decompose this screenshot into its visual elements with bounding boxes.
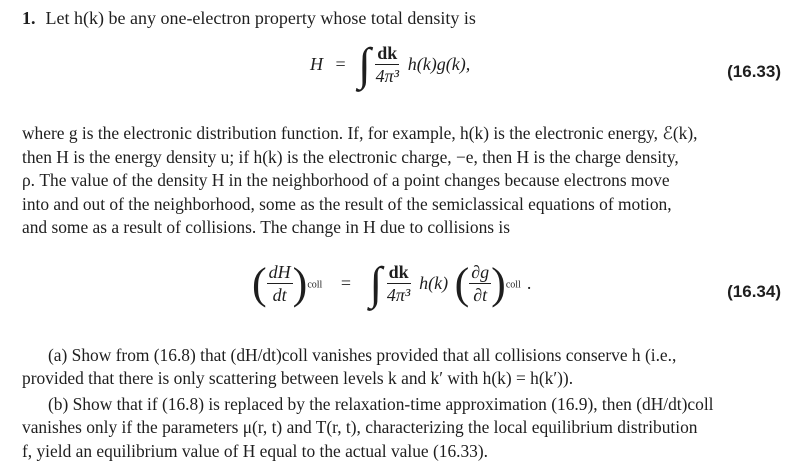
eq2-lhs-denominator: dt <box>272 285 287 305</box>
part-b <box>48 393 782 417</box>
problem-intro: Let h(k) be any one-electron property whose total density is <box>45 8 476 28</box>
eq1-numerator: dk <box>377 43 398 63</box>
eq2-rhs-fraction <box>469 261 491 306</box>
integral-sign: ∫ <box>369 257 383 309</box>
eq2-fraction <box>387 261 411 306</box>
problem-number: 1. <box>22 8 36 28</box>
equation-label-16-34: (16.34) <box>727 282 781 301</box>
left-paren: ( <box>252 259 267 308</box>
part-b-line: vanishes only if the parameters μ(r, t) and T(r, t), characterizing the local equilibrium distribution <box>22 417 698 437</box>
paragraph-line: where g is the electronic distribution function. If, for example, h(k) is the electronic energy, ℰ(k), <box>22 123 698 143</box>
part-a <box>48 344 782 368</box>
paragraph-line: ρ. The value of the density H in the neighborhood of a point changes because electrons move <box>22 170 670 190</box>
part-a-line: (a) Show from (16.8) that (dH/dt)coll vanishes provided that all collisions conserve h (i.e., <box>48 345 677 365</box>
eq1-equals: = <box>335 54 346 74</box>
eq2-lhs-numerator: dH <box>268 262 291 282</box>
eq2-h: h(k) <box>419 273 449 293</box>
eq2-numerator: dk <box>388 262 409 282</box>
equation-16-33 <box>310 38 471 90</box>
right-paren: ) <box>292 259 308 308</box>
paragraph-line: into and out of the neighborhood, some as the result of the semiclassical equations of motion, <box>22 193 672 214</box>
integral-sign: ∫ <box>358 38 371 90</box>
eq2-rhs-subscript: coll <box>505 279 521 291</box>
eq2-tail: . <box>526 273 532 293</box>
part-a-line: provided that there is only scattering between levels k and k′ with h(k) = h(k′)). <box>22 368 574 388</box>
paragraph-line: then H is the energy density u; if h(k) is the electronic charge, −e, then H is the charge density, <box>22 146 679 167</box>
part-b-line: f, yield an equilibrium value of H equal to the actual value (16.33). <box>22 440 489 461</box>
eq2-denominator: 4π³ <box>386 285 411 305</box>
eq2-lhs-subscript: coll <box>307 279 323 291</box>
right-paren: ) <box>491 259 506 308</box>
body-paragraph <box>22 122 782 240</box>
eq2-rhs-denominator: ∂t <box>473 285 488 305</box>
equation-16-34 <box>252 258 531 309</box>
eq2-rhs-numerator: ∂g <box>471 262 490 282</box>
eq1-denominator: 4π³ <box>375 66 399 86</box>
part-b-continued <box>22 416 782 463</box>
eq2-lhs-fraction <box>267 261 293 306</box>
eq1-integrand: h(k)g(k), <box>407 54 471 74</box>
part-b-line: (b) Show that if (16.8) is replaced by the relaxation-time approximation (16.9), then (dH/dt)coll <box>48 394 714 414</box>
problem-intro-line <box>22 8 476 28</box>
eq1-lhs: H <box>310 54 323 74</box>
paragraph-line: and some as a result of collisions. The change in H due to collisions is <box>22 217 510 237</box>
eq1-fraction <box>375 42 399 87</box>
eq2-equals: = <box>340 273 351 293</box>
part-a-continued <box>22 367 782 391</box>
equation-label-16-33: (16.33) <box>727 62 781 81</box>
left-paren: ( <box>454 259 470 308</box>
